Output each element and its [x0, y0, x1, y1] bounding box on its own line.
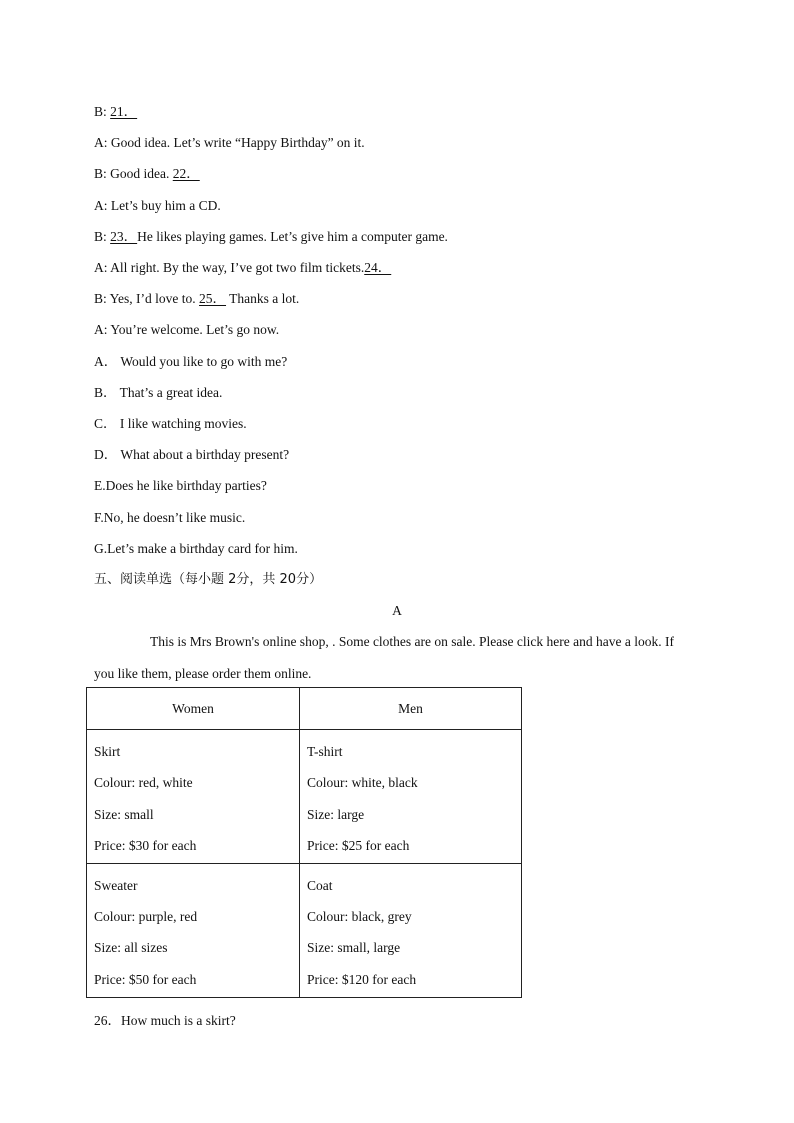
- dialogue-text: Let’s buy him a CD.: [110, 198, 221, 213]
- dialogue-line-5: [94, 228, 448, 246]
- option-g: G.Let’s make a birthday card for him.: [94, 541, 298, 556]
- answer-blank: 22．: [172, 166, 200, 181]
- dialogue-line-7: [94, 290, 299, 308]
- option-d: D． What about a birthday present?: [94, 447, 290, 462]
- item-name: Skirt: [94, 744, 121, 759]
- item-size: Size: small, large: [307, 940, 401, 956]
- header-men: Men: [300, 688, 522, 730]
- intro-line-1: This is Mrs Brown's online shop, . Some clothes are on sale. Please click here and have a look. If: [150, 634, 674, 649]
- item-name: Sweater: [94, 877, 138, 893]
- item-price: Price: $30 for each: [94, 837, 197, 853]
- speaker: B:: [94, 229, 111, 244]
- option-b: B． That’s a great idea.: [94, 385, 223, 400]
- dialogue-text: Thanks a lot.: [226, 291, 300, 306]
- speaker: A:: [94, 135, 111, 150]
- speaker: A:: [94, 198, 111, 213]
- option-c: C． I like watching movies.: [94, 416, 247, 431]
- passage-label: A: [392, 603, 402, 618]
- dialogue-line-1: [94, 103, 137, 121]
- dialogue-line-2: [94, 134, 365, 152]
- item-name: T-shirt: [307, 744, 343, 759]
- dialogue-text: Good idea.: [110, 166, 173, 181]
- dialogue-text: Yes, I’d love to.: [109, 291, 200, 306]
- table-cell-skirt: [87, 730, 300, 864]
- answer-blank: 24．: [364, 260, 392, 275]
- table-cell-sweater: [87, 863, 300, 997]
- dialogue-text: Good idea. Let’s write “Happy Birthday” on it.: [110, 135, 365, 150]
- item-price: Price: $120 for each: [307, 971, 417, 987]
- clothes-table: [86, 687, 522, 998]
- item-name: Coat: [307, 877, 333, 893]
- table-row: [87, 730, 522, 864]
- dialogue-line-8: [94, 321, 279, 339]
- item-colour: Colour: black, grey: [307, 909, 412, 925]
- item-size: Size: small: [94, 806, 154, 822]
- answer-blank: 25．: [199, 291, 227, 306]
- item-size: Size: all sizes: [94, 940, 168, 956]
- item-colour: Colour: white, black: [307, 775, 418, 791]
- answer-blank: 21．: [110, 104, 138, 119]
- item-size: Size: large: [307, 806, 365, 822]
- speaker: B:: [94, 291, 110, 306]
- item-price: Price: $50 for each: [94, 971, 197, 987]
- dialogue-line-3: [94, 165, 200, 183]
- answer-blank: 23．: [110, 229, 138, 244]
- option-f: F.No, he doesn’t like music.: [94, 510, 246, 525]
- intro-line-2: you like them, please order them online.: [94, 666, 312, 681]
- speaker: A:: [94, 322, 111, 337]
- dialogue-line-6: [94, 259, 391, 277]
- table-cell-coat: [300, 863, 522, 997]
- dialogue-text: He likes playing games. Let’s give him a computer game.: [137, 229, 448, 244]
- item-colour: Colour: purple, red: [94, 909, 198, 925]
- table-row: [87, 863, 522, 997]
- speaker: B:: [94, 166, 111, 181]
- option-e: E.Does he like birthday parties?: [94, 478, 267, 493]
- dialogue-text: You’re welcome. Let’s go now.: [110, 322, 280, 337]
- section-heading: 五、阅读单选（每小题 2分，共 20分）: [94, 572, 323, 587]
- question-26: 26．How much is a skirt?: [94, 1013, 236, 1028]
- header-women: Women: [87, 688, 300, 730]
- dialogue-text: All right. By the way, I’ve got two film tickets.: [110, 260, 365, 275]
- item-price: Price: $25 for each: [307, 837, 410, 853]
- table-header-row: [87, 688, 522, 730]
- option-a: A． Would you like to go with me?: [94, 354, 288, 369]
- table-cell-tshirt: [300, 730, 522, 864]
- speaker: A:: [94, 260, 111, 275]
- dialogue-line-4: [94, 197, 221, 215]
- item-colour: Colour: red, white: [94, 775, 193, 791]
- speaker: B:: [94, 104, 111, 119]
